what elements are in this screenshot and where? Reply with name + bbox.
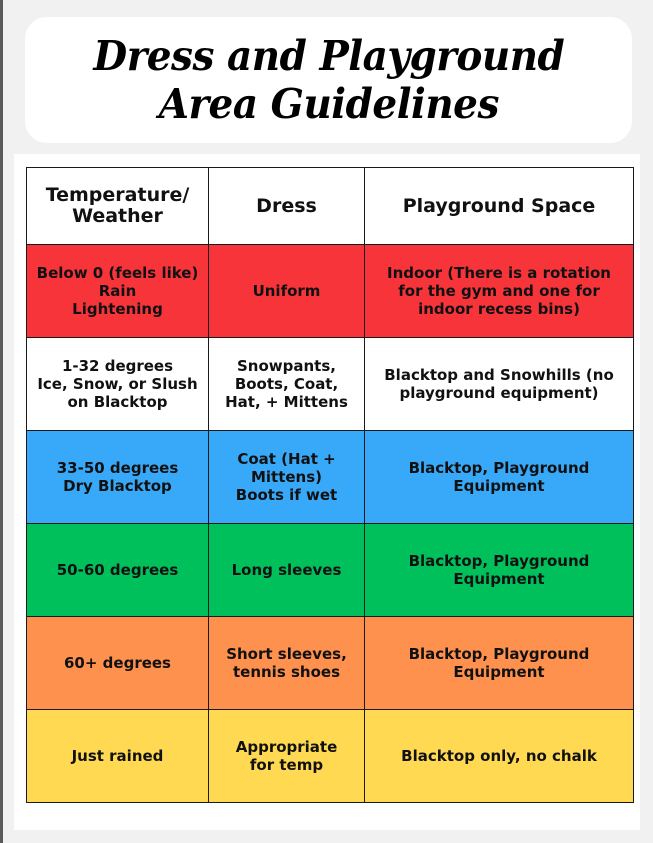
table-row [27,524,634,617]
left-edge-bar [0,0,3,843]
dress-cell: Long sleeves [209,524,365,617]
header-temperature-weather: Temperature/ Weather [27,168,209,245]
guidelines-table [26,167,634,803]
dress-cell: Uniform [209,245,365,338]
temperature-cell: 33-50 degrees Dry Blacktop [27,431,209,524]
table-row [27,245,634,338]
playground-space-cell: Blacktop, Playground Equipment [365,431,634,524]
temperature-cell: 50-60 degrees [27,524,209,617]
table-row [27,338,634,431]
playground-space-cell: Blacktop, Playground Equipment [365,617,634,710]
dress-cell: Coat (Hat + Mittens) Boots if wet [209,431,365,524]
playground-space-cell: Blacktop, Playground Equipment [365,524,634,617]
table-row [27,617,634,710]
playground-space-cell: Blacktop only, no chalk [365,710,634,803]
playground-space-cell: Indoor (There is a rotation for the gym and one for indoor recess bins) [365,245,634,338]
table-row [27,710,634,803]
temperature-cell: Below 0 (feels like) Rain Lightening [27,245,209,338]
temperature-cell: 1-32 degrees Ice, Snow, or Slush on Blacktop [27,338,209,431]
page-title: Dress and Playground Area Guidelines [93,32,564,128]
title-card [25,17,632,143]
temperature-cell: 60+ degrees [27,617,209,710]
header-dress: Dress [209,168,365,245]
dress-cell: Short sleeves, tennis shoes [209,617,365,710]
table-header-row [27,168,634,245]
playground-space-cell: Blacktop and Snowhills (no playground equipment) [365,338,634,431]
header-playground-space: Playground Space [365,168,634,245]
dress-cell: Snowpants, Boots, Coat, Hat, + Mittens [209,338,365,431]
dress-cell: Appropriate for temp [209,710,365,803]
temperature-cell: Just rained [27,710,209,803]
table-row [27,431,634,524]
